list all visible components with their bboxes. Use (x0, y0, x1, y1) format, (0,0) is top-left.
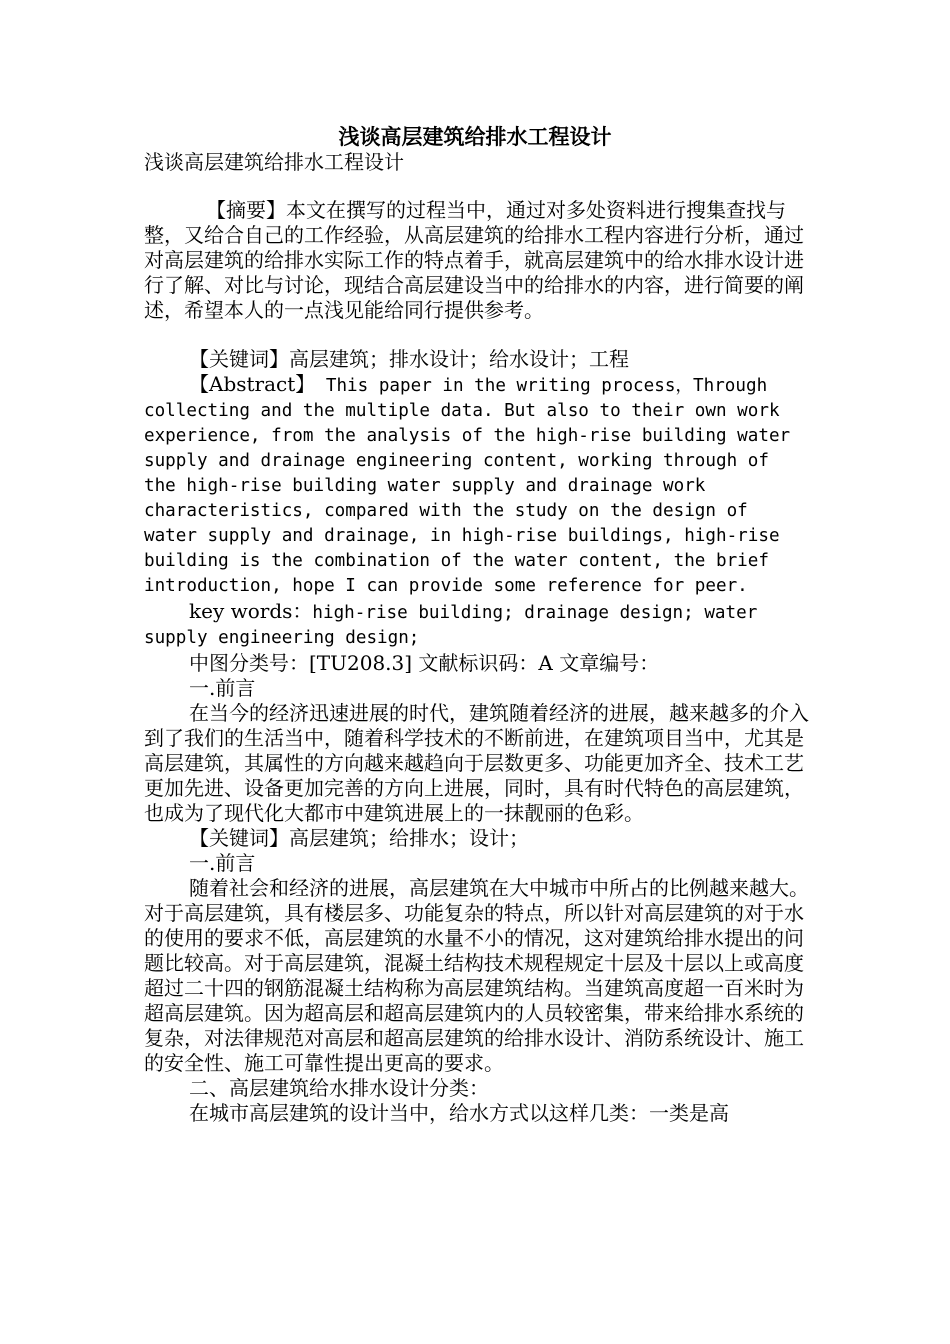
section-heading: 一.前言 (189, 676, 256, 700)
abstract-en-text: This paper in the writing process，Through collecting and the multiple data. But also to their own work experience, from the analysis of the high-rise building water supply and drainage engineering content, working through of the high-rise building water supply and drainage work characteristics, compared with the study on the design of water supply and drainage, in high-rise buildings, high-rise building is the combination of the water content, the brief introduction, hope I can provide some reference for peer. (144, 376, 791, 596)
keywords-en (144, 599, 809, 651)
section-heading: 一.前言 (189, 851, 256, 875)
abstract-en (144, 372, 809, 599)
document-body (144, 198, 809, 1126)
keywords-en-text: high-rise building; drainage design; water supply engineering design; (144, 603, 758, 648)
keywords-en-label: key words： (189, 599, 313, 623)
abstract-cn: 【摘要】本文在撰写的过程当中，通过对多处资料进行搜集查找与整，又给合自己的工作经验，从高层建筑的给排水工程内容进行分析，通过对高层建筑的给排水实际工作的特点着手，就高层建筑中的给水排水设计进行了解、对比与讨论，现结合高层建设当中的给排水的内容，进行简要的阐述，希望本人的一点浅见能给同行提供参考。 (144, 198, 804, 322)
paragraph-gap (144, 323, 809, 347)
section-paragraph: 在当今的经济迅速进展的时代，建筑随着经济的进展，越来越多的介入到了我们的生活当中，随着科学技术的不断前进，在建筑项目当中，尤其是高层建筑，其属性的方向越来越趋向于层数更多、功能更加齐全、技术工艺更加先进、设备更加完善的方向上进展，同时，具有时代特色的高层建筑，也成为了现代化大都市中建筑进展上的一抹靓丽的色彩。 (144, 701, 809, 825)
classification-line: 中图分类号：[TU208.3] 文献标识码：A 文章编号： (189, 651, 660, 675)
abstract-en-label: 【Abstract】 (189, 372, 316, 396)
section-paragraph: 在城市高层建筑的设计当中，给水方式以这样几类：一类是高 (189, 1101, 729, 1125)
section-paragraph: 随着社会和经济的进展，高层建筑在大中城市中所占的比例越来越大。对于高层建筑，具有楼层多、功能复杂的特点，所以针对高层建筑的对于水的使用的要求不低，高层建筑的水量不小的情况，这对建筑给排水提出的问题比较高。对于高层建筑，混凝土结构技术规程规定十层及十层以上或高度超过二十四的钢筋混凝土结构称为高层建筑结构。当建筑高度超一百米时为超高层建筑。因为超高层和超高层建筑内的人员较密集，带来给排水系统的复杂，对法律规范对高层和超高层建筑的给排水设计、消防系统设计、施工的安全性、施工可靠性提出更高的要求。 (144, 876, 809, 1075)
keywords-cn: 【关键词】高层建筑；排水设计；给水设计；工程 (189, 347, 629, 371)
page-title: 浅谈高层建筑给排水工程设计 (338, 124, 612, 149)
keywords-secondary: 【关键词】高层建筑；给排水；设计； (189, 826, 529, 850)
section-heading: 二、高层建筑给水排水设计分类： (189, 1076, 489, 1100)
page-subtitle: 浅谈高层建筑给排水工程设计 (144, 150, 404, 174)
